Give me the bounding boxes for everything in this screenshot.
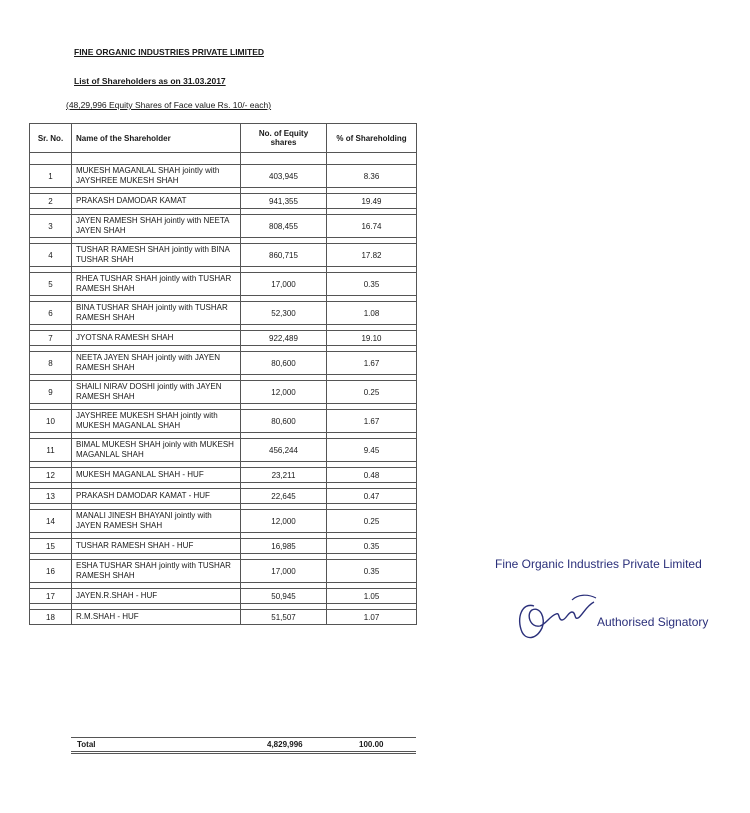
cell-sr-no: 11 [30, 439, 72, 462]
cell-name: PRAKASH DAMODAR KAMAT - HUF [72, 489, 241, 504]
cell-shares: 52,300 [241, 302, 327, 325]
cell-name: JAYSHREE MUKESH SHAH jointly with MUKESH MAGANLAL SHAH [72, 410, 241, 433]
header-sr-no: Sr. No. [30, 124, 72, 153]
table-row [30, 352, 417, 375]
cell-name: SHAILI NIRAV DOSHI jointly with JAYEN RAMESH SHAH [72, 381, 241, 404]
signature-role: Authorised Signatory [597, 615, 709, 629]
cell-name: BIMAL MUKESH SHAH joinly with MUKESH MAGANLAL SHAH [72, 439, 241, 462]
total-shares: 4,829,996 [267, 740, 303, 749]
table-row [30, 244, 417, 267]
cell-sr-no: 9 [30, 381, 72, 404]
cell-percent: 0.47 [327, 489, 417, 504]
table-row [30, 510, 417, 533]
cell-sr-no: 16 [30, 560, 72, 583]
cell-name: R.M.SHAH - HUF [72, 610, 241, 625]
row-spacer [30, 153, 417, 165]
cell-percent: 1.08 [327, 302, 417, 325]
cell-percent: 0.25 [327, 510, 417, 533]
list-title: List of Shareholders as on 31.03.2017 [74, 76, 226, 86]
table-row [30, 439, 417, 462]
cell-sr-no: 13 [30, 489, 72, 504]
cell-name: RHEA TUSHAR SHAH jointly with TUSHAR RAMESH SHAH [72, 273, 241, 296]
cell-shares: 16,985 [241, 539, 327, 554]
cell-shares: 12,000 [241, 510, 327, 533]
cell-sr-no: 7 [30, 331, 72, 346]
table-body [30, 153, 417, 625]
cell-sr-no: 4 [30, 244, 72, 267]
table-row [30, 468, 417, 483]
cell-sr-no: 10 [30, 410, 72, 433]
cell-name: MUKESH MAGANLAL SHAH jointly with JAYSHREE MUKESH SHAH [72, 165, 241, 188]
cell-percent: 0.35 [327, 560, 417, 583]
cell-name: TUSHAR RAMESH SHAH jointly with BINA TUSHAR SHAH [72, 244, 241, 267]
table-row [30, 215, 417, 238]
table-row [30, 331, 417, 346]
shareholders-table [29, 123, 417, 625]
cell-sr-no: 12 [30, 468, 72, 483]
cell-name: MANALI JINESH BHAYANI jointly with JAYEN RAMESH SHAH [72, 510, 241, 533]
cell-shares: 80,600 [241, 352, 327, 375]
cell-percent: 1.67 [327, 352, 417, 375]
cell-sr-no: 5 [30, 273, 72, 296]
table-row [30, 381, 417, 404]
cell-percent: 1.67 [327, 410, 417, 433]
company-heading: FINE ORGANIC INDUSTRIES PRIVATE LIMITED [74, 47, 264, 57]
signature-company: Fine Organic Industries Private Limited [495, 557, 702, 571]
cell-percent: 0.35 [327, 273, 417, 296]
cell-name: BINA TUSHAR SHAH jointly with TUSHAR RAMESH SHAH [72, 302, 241, 325]
cell-percent: 0.25 [327, 381, 417, 404]
cell-sr-no: 18 [30, 610, 72, 625]
table-row [30, 410, 417, 433]
cell-name: ESHA TUSHAR SHAH jointly with TUSHAR RAMESH SHAH [72, 560, 241, 583]
table-row [30, 165, 417, 188]
cell-name: JAYEN.R.SHAH - HUF [72, 589, 241, 604]
cell-name: MUKESH MAGANLAL SHAH - HUF [72, 468, 241, 483]
cell-percent: 0.35 [327, 539, 417, 554]
cell-percent: 1.05 [327, 589, 417, 604]
cell-sr-no: 2 [30, 194, 72, 209]
header-name: Name of the Shareholder [72, 124, 241, 153]
handwritten-signature [512, 588, 602, 648]
cell-sr-no: 14 [30, 510, 72, 533]
cell-sr-no: 6 [30, 302, 72, 325]
cell-name: JYOTSNA RAMESH SHAH [72, 331, 241, 346]
table-row [30, 610, 417, 625]
total-row [71, 737, 416, 754]
cell-shares: 22,645 [241, 489, 327, 504]
header-shares: No. of Equity shares [241, 124, 327, 153]
cell-shares: 860,715 [241, 244, 327, 267]
total-label: Total [77, 740, 96, 749]
cell-shares: 17,000 [241, 273, 327, 296]
cell-percent: 0.48 [327, 468, 417, 483]
cell-shares: 50,945 [241, 589, 327, 604]
table-row [30, 589, 417, 604]
total-percent: 100.00 [359, 740, 384, 749]
cell-shares: 922,489 [241, 331, 327, 346]
cell-percent: 1.07 [327, 610, 417, 625]
table-row [30, 194, 417, 209]
cell-sr-no: 15 [30, 539, 72, 554]
cell-percent: 17.82 [327, 244, 417, 267]
cell-name: NEETA JAYEN SHAH jointly with JAYEN RAMESH SHAH [72, 352, 241, 375]
table-row [30, 489, 417, 504]
table-row [30, 273, 417, 296]
cell-percent: 19.10 [327, 331, 417, 346]
cell-percent: 19.49 [327, 194, 417, 209]
header-percent: % of Shareholding [327, 124, 417, 153]
cell-shares: 403,945 [241, 165, 327, 188]
cell-sr-no: 17 [30, 589, 72, 604]
cell-shares: 456,244 [241, 439, 327, 462]
shares-note: (48,29,996 Equity Shares of Face value Rs. 10/- each) [66, 100, 272, 110]
cell-shares: 80,600 [241, 410, 327, 433]
cell-percent: 8.36 [327, 165, 417, 188]
cell-shares: 23,211 [241, 468, 327, 483]
cell-name: PRAKASH DAMODAR KAMAT [72, 194, 241, 209]
table-row [30, 560, 417, 583]
cell-shares: 12,000 [241, 381, 327, 404]
cell-shares: 17,000 [241, 560, 327, 583]
cell-percent: 9.45 [327, 439, 417, 462]
cell-shares: 51,507 [241, 610, 327, 625]
cell-shares: 808,455 [241, 215, 327, 238]
cell-shares: 941,355 [241, 194, 327, 209]
cell-percent: 16.74 [327, 215, 417, 238]
cell-sr-no: 3 [30, 215, 72, 238]
table-row [30, 302, 417, 325]
table-row [30, 539, 417, 554]
cell-name: JAYEN RAMESH SHAH jointly with NEETA JAYEN SHAH [72, 215, 241, 238]
cell-sr-no: 1 [30, 165, 72, 188]
cell-name: TUSHAR RAMESH SHAH - HUF [72, 539, 241, 554]
cell-sr-no: 8 [30, 352, 72, 375]
